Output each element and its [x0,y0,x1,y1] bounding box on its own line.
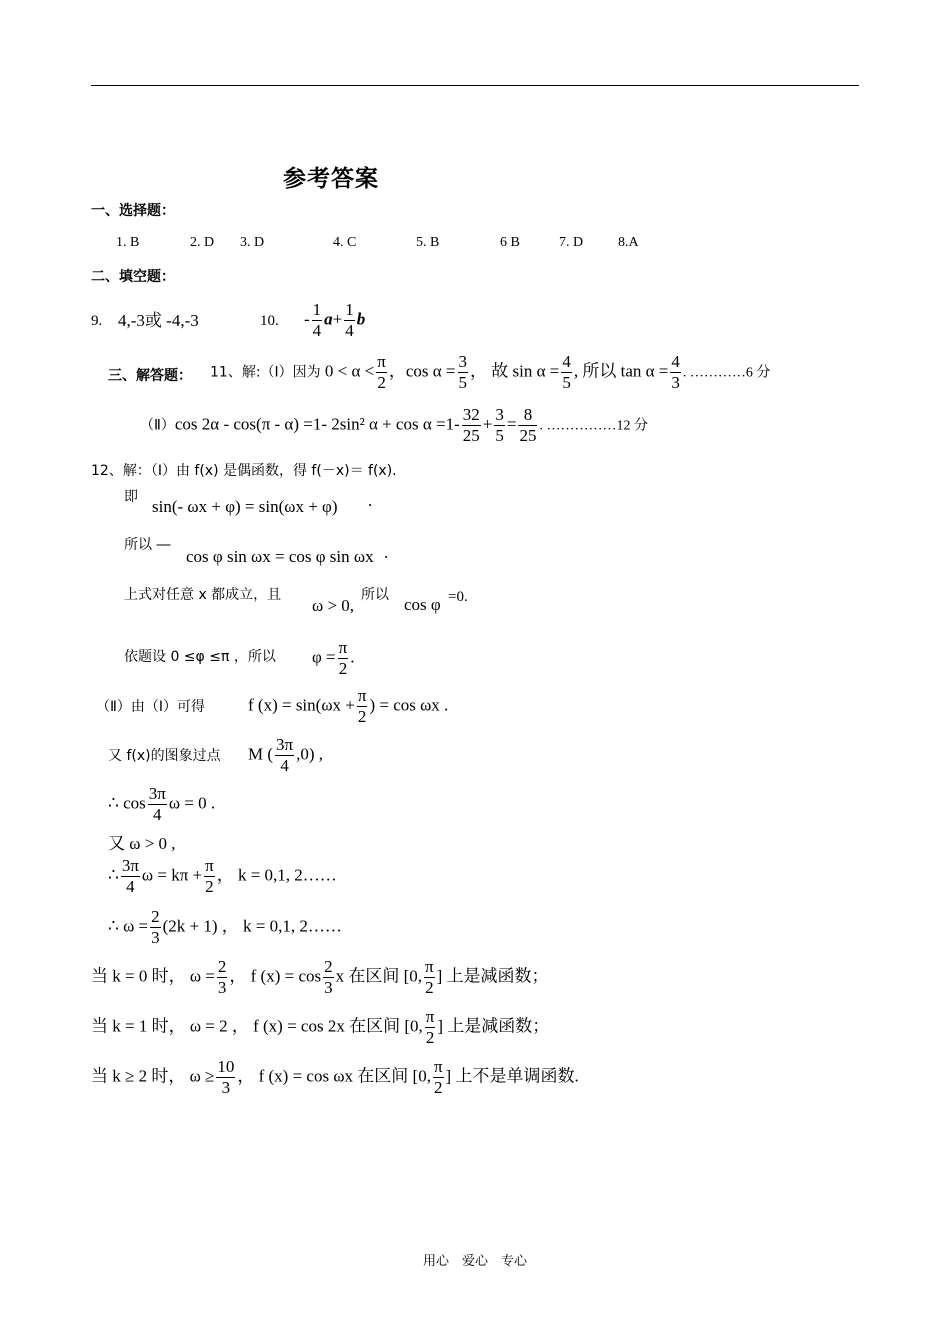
q12-line11 [108,907,342,948]
q12-line12-num: 2 [217,957,227,976]
q11-f2-num: 3 [495,405,504,424]
q12-line12-den: 3 [217,978,227,997]
q10-frac2-den: 4 [345,321,354,340]
q12-line4a: 上式对任意 x 都成立，且 [124,587,282,603]
q12-line12-den3: 2 [425,978,434,997]
q12-line12d: ] 上是减函数； [436,966,549,986]
answer-4: 4. C [333,235,357,250]
q12-line5 [312,638,355,679]
q12-line7-num: 3π [276,735,294,754]
q12-line6b: f (x) = sin(ωx + [248,695,355,715]
q11-sin-num: 4 [562,352,571,371]
q12-line5-num: π [338,638,348,657]
q11-pi-den: 2 [377,373,386,392]
q12-line13a: 当 k = 1 时， ω = 2 ， f (x) = cos 2x 在区间 [0, [91,1016,423,1036]
q12-line10b: ω = kπ + [141,865,203,885]
q11-pi-num: π [377,352,386,371]
q12-line14c: ] 上不是单调函数. [445,1066,579,1086]
q12-line11a: ∴ ω = [108,916,149,936]
q12-line11-num: 2 [151,907,160,926]
q12-line4b: ω > 0, [312,596,355,615]
q12-line3-end: . [384,543,389,562]
q11-lead: 11、解:（Ⅰ）因为 [210,364,321,381]
page-title: 参考答案 [283,166,379,192]
q12-line13-num: π [425,1007,435,1026]
q12-line14-num2: π [433,1057,443,1076]
q12-line10a: ∴ [108,865,119,885]
answer-8: 8.A [618,235,639,250]
q12-line5b: φ = [312,647,336,667]
q12-line4d: cos φ [404,595,441,614]
q12-line12b: ， f (x) = cos [229,966,322,986]
q11-f2-den: 5 [495,426,504,445]
q9-answer: 4,‑3或 ‑4,‑3 [118,311,199,330]
q12-line6a: （Ⅱ）由（Ⅰ）可得 [96,699,206,715]
q12-line8a: ∴ cos [108,793,146,813]
q12-line5a: 依题设 0 ≤φ ≤π ，所以 [124,649,276,665]
q10-frac1-den: 4 [312,321,322,340]
section3-heading: 三、解答题： [108,368,192,384]
q12-line7c: ,0) , [296,744,324,764]
q11-cos-den: 5 [458,373,468,392]
q12-line12-den2: 3 [324,978,333,997]
q12-line14a: 当 k ≥ 2 时， ω ≥ [91,1066,215,1086]
q11-sin-den: 5 [562,373,571,392]
q12-line12a: 当 k = 0 时， ω = [91,966,215,986]
q12-line8 [108,784,215,825]
q11-cos: ，cos α = [388,361,456,381]
q11-cos-num: 3 [458,352,468,371]
q12-line3-expr: cos φ sin ωx = cos φ sin ωx [186,547,374,566]
q11-f1-den: 25 [462,426,480,445]
q10-a: a [324,309,333,329]
q12-line7a: 又 f(x)的图象过点 [108,748,221,764]
q11-tan-num: 4 [671,352,680,371]
answer-7: 7. D [559,235,584,250]
q12-line9: 又 ω > 0 , [108,834,176,853]
q12-line10-den: 4 [126,877,135,896]
q12-line4c: 所以 [361,587,389,603]
q12-line11-den: 3 [151,928,160,947]
q12-line6c: ) = cos ωx . [369,695,449,715]
q11-part2-expr: cos 2α ‑ cos(π ‑ α) =1‑ 2sin² α + cos α =1‑ [174,414,460,434]
q12-line7b: M ( [248,744,274,764]
q11-plus: + [482,414,493,434]
header-rule [91,85,859,86]
q12-line10 [108,856,337,897]
q11-score1: . …………6 分 [682,365,771,381]
q12-line8b: ω = 0 . [168,793,216,813]
q12-line10c: ， k = 0,1, 2…… [216,865,337,885]
q12-line14 [91,1057,579,1098]
section2-heading: 二、填空题： [91,269,175,285]
q12-line12c: x 在区间 [0, [335,966,423,986]
q11-eq: = [506,414,517,434]
q12-line6-den: 2 [357,707,367,726]
q11-ineq: 0 < α < [324,361,375,381]
q11-part1 [210,352,770,393]
q12-line12 [91,957,549,998]
q11-tan-den: 3 [671,373,680,392]
q12-line8-num: 3π [148,784,166,803]
q11-score2: . ……………12 分 [539,418,648,434]
q11-part2 [140,405,648,446]
q12-line11b: (2k + 1) ， k = 0,1, 2…… [162,916,342,936]
answer-5: 5. B [416,235,440,250]
answer-1: 1. B [116,235,140,250]
q11-f3-num: 8 [518,405,537,426]
q10-plus: + [332,309,343,329]
q12-line4e: =0. [448,589,468,605]
q12-line3-label: 所以 ― [124,537,171,553]
q10-frac2-num: 1 [345,300,354,319]
q11-f1-num: 32 [462,405,480,424]
page-footer: 用心 爱心 专心 [422,1254,527,1269]
q11-tan: , 所以 tan α = [573,361,669,381]
q11-f3-den: 25 [519,426,537,445]
answer-2: 2. D [190,235,215,250]
answer-3: 3. D [240,235,265,250]
q10-number: 10. [260,313,279,329]
q12-line13-den: 2 [425,1028,435,1047]
q12-line2-end: . [368,491,373,510]
q11-part2-lead: （Ⅱ） [140,417,175,434]
q12-line8-den: 4 [153,805,162,824]
q10-minus: ‑ [304,309,310,329]
q12-line13b: ] 上是减函数； [437,1016,550,1036]
q12-line10-den2: 2 [205,877,214,896]
q10-b: b [356,309,366,329]
q12-line14-den: 3 [221,1078,231,1097]
q12-line10-num2: π [205,856,214,875]
q12-line5-end: . [350,647,355,667]
q10-frac1-num: 1 [312,300,322,319]
q12-line12-num3: π [425,957,434,976]
q12-line5-den: 2 [338,659,348,678]
section1-heading: 一、选择题： [91,203,175,219]
q12-line12-num2: 2 [324,957,333,976]
q12-line14-num: 10 [217,1057,235,1076]
q12-line14b: ， f (x) = cos ωx 在区间 [0, [237,1066,431,1086]
q12-line10-num: 3π [121,856,139,875]
q12-line7 [248,735,323,776]
q12-line2-expr: sin(‑ ωx + φ) = sin(ωx + φ) [152,497,338,516]
answer-6: 6 B [500,235,520,250]
q12-line2-label: 即 [124,489,138,505]
q10-answer [304,300,365,341]
q11-sin: ， 故 sin α = [470,361,560,381]
q12-line6 [248,686,448,727]
q12-line13 [91,1007,549,1048]
q12-line6-num: π [357,686,367,705]
q12-line7-den: 4 [280,756,289,775]
q12-line14-den2: 2 [434,1078,443,1097]
q9-number: 9. [91,313,103,329]
q12-line1: 12、解：（Ⅰ）由 f(x) 是偶函数，得 f(－x)＝ f(x). [91,463,397,479]
